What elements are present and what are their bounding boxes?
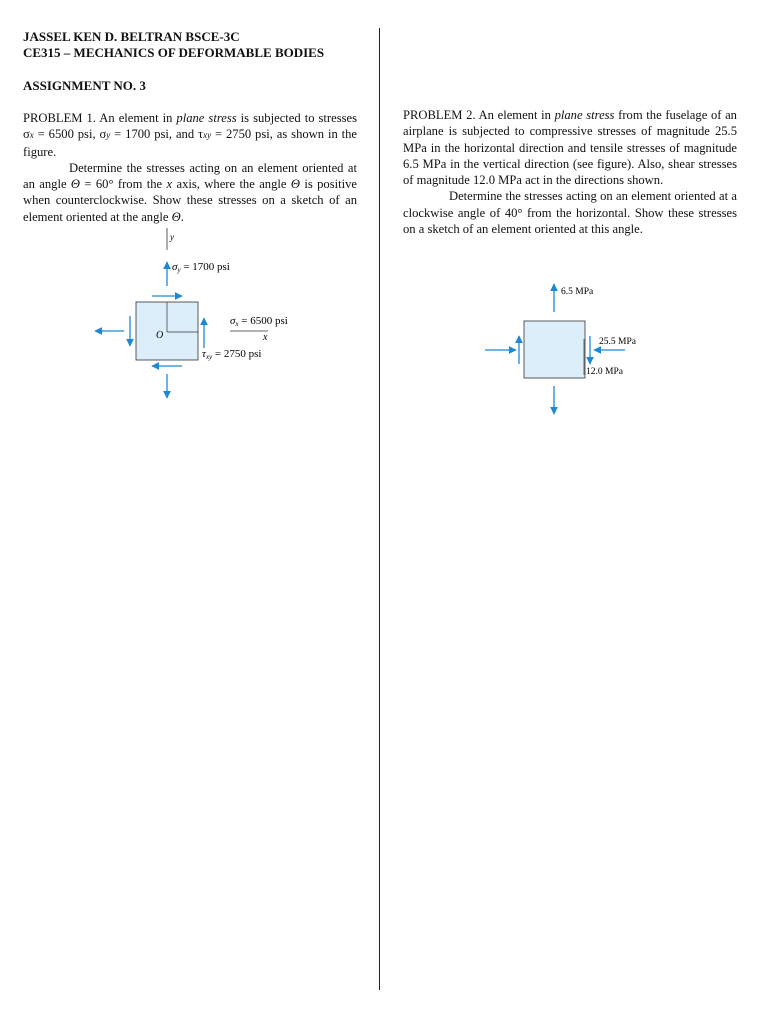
sigma-y-label: σy = 1700 psi (172, 261, 230, 274)
student-name-line: JASSEL KEN D. BELTRAN BSCE-3C (23, 29, 240, 44)
problem1-stress-element-diagram (90, 228, 330, 408)
assignment-title: ASSIGNMENT NO. 3 (23, 78, 146, 93)
problem1-task: Determine the stresses acting on an element oriented at an angle Θ = 60° from the x axis, where the angle Θ is positive when counterclockwise. Show these stresses on a sketch of an element oriented at the angle Θ. (23, 160, 357, 224)
problem2-stress-element-diagram (480, 282, 650, 422)
problem2-text (403, 107, 737, 237)
problem2-task: Determine the stresses acting on an element oriented at a clockwise angle of 40° from the horizontal. Show these stresses on a sketch of an element oriented at this angle. (403, 189, 737, 237)
problem2-figure (480, 282, 650, 422)
course-title: CE315 – MECHANICS OF DEFORMABLE BODIES (23, 45, 325, 60)
problem1-statement: PROBLEM 1. An element in plane stress is subjected to stresses σx = 6500 psi, σy = 1700 psi, and τxy = 2750 psi, as shown in the figure. (23, 111, 358, 159)
column-divider (379, 28, 380, 990)
horizontal-stress-label: 25.5 MPa (599, 337, 636, 347)
origin-label: O (156, 330, 164, 341)
sigma-x-label: σx = 6500 psi (230, 315, 288, 328)
tau-xy-label: τxy = 2750 psi (202, 348, 262, 361)
y-axis-label: y (170, 232, 174, 242)
shear-stress-label: 12.0 MPa (586, 367, 623, 377)
problem1-figure (90, 228, 330, 408)
problem1-text (23, 110, 357, 225)
stress-element (524, 321, 585, 378)
vertical-stress-label: 6.5 MPa (561, 287, 594, 297)
x-axis-label: x (263, 332, 268, 343)
problem2-statement: PROBLEM 2. An element in plane stress from the fuselage of an airplane is subjected to compressive stresses of magnitude 25.5 MPa in the horizontal direction and tensile stresses of magnitude 6.5 MPa in the vertical direction (see figure). Also, shear stresses of magnitude 12.0 MPa act in the directions shown. (403, 108, 737, 188)
